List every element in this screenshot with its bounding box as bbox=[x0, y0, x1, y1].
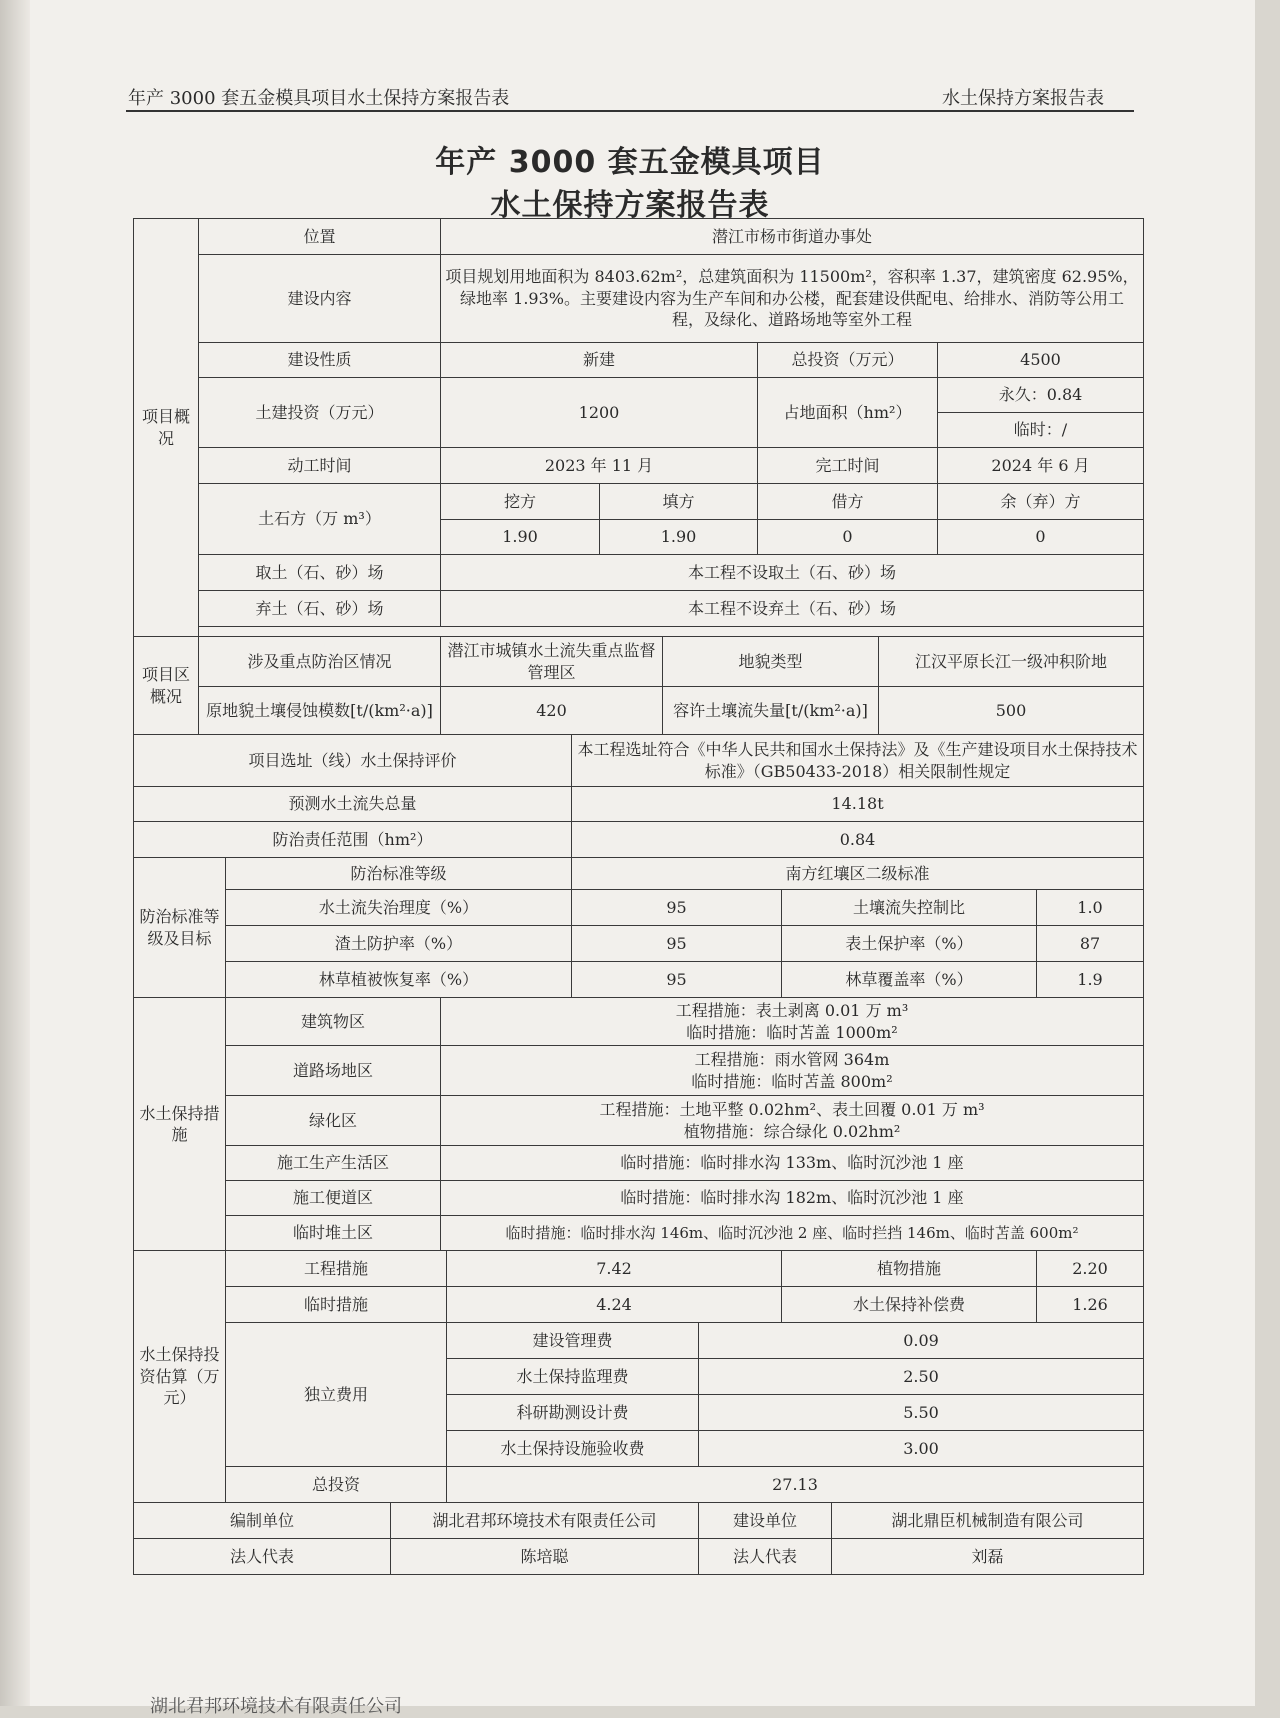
content-label: 建设内容 bbox=[199, 255, 441, 343]
borrow-site-label: 取土（石、砂）场 bbox=[199, 555, 441, 591]
target-label: 渣土防护率（%） bbox=[226, 926, 572, 962]
section-soil-measures: 水土保持措施 bbox=[134, 998, 226, 1251]
standard-level-label: 防治标准等级 bbox=[226, 858, 572, 890]
investment-label: 工程措施 bbox=[226, 1251, 447, 1287]
allowed-loss-label: 容许土壤流失量[t/(km²·a)] bbox=[663, 687, 879, 735]
independent-cost-value: 2.50 bbox=[699, 1359, 1144, 1395]
land-area-temporary: 临时：/ bbox=[938, 413, 1144, 448]
key-zone-label: 涉及重点防治区情况 bbox=[199, 637, 441, 687]
footer-company: 湖北君邦环境技术有限责任公司 bbox=[150, 1696, 402, 1717]
section-investment: 水土保持投资估算（万元） bbox=[134, 1251, 226, 1503]
nature-label: 建设性质 bbox=[199, 343, 441, 378]
independent-cost-value: 3.00 bbox=[699, 1431, 1144, 1467]
target-value: 95 bbox=[572, 962, 782, 998]
measure-line: 植物措施：综合绿化 0.02hm² bbox=[683, 1121, 901, 1141]
land-area-label: 占地面积（hm²） bbox=[758, 378, 938, 448]
investment-value: 7.42 bbox=[447, 1251, 782, 1287]
measure-area: 施工便道区 bbox=[226, 1181, 441, 1216]
earthwork-value: 1.90 bbox=[600, 520, 758, 555]
measure-area: 施工生产生活区 bbox=[226, 1146, 441, 1181]
measure-detail: 临时措施：临时排水沟 182m、临时沉沙池 1 座 bbox=[441, 1181, 1144, 1216]
target-label: 林草覆盖率（%） bbox=[782, 962, 1037, 998]
legal-rep-label: 法人代表 bbox=[699, 1539, 832, 1575]
investment-value: 2.20 bbox=[1037, 1251, 1144, 1287]
location-value: 潜江市杨市街道办事处 bbox=[441, 219, 1144, 255]
prep-unit-value: 湖北君邦环境技术有限责任公司 bbox=[391, 1503, 699, 1539]
target-label: 表土保护率（%） bbox=[782, 926, 1037, 962]
predicted-loss-label: 预测水土流失总量 bbox=[134, 787, 572, 822]
build-unit-label: 建设单位 bbox=[699, 1503, 832, 1539]
independent-cost-item: 水土保持监理费 bbox=[447, 1359, 699, 1395]
independent-cost-item: 水土保持设施验收费 bbox=[447, 1431, 699, 1467]
section-prevention-standard: 防治标准等级及目标 bbox=[134, 858, 226, 998]
measure-line: 工程措施：雨水管网 364m bbox=[694, 1050, 890, 1070]
investment-label: 水土保持补偿费 bbox=[782, 1287, 1037, 1323]
total-investment-label: 总投资（万元） bbox=[758, 343, 938, 378]
measure-area: 建筑物区 bbox=[226, 998, 441, 1046]
site-evaluation-label: 项目选址（线）水土保持评价 bbox=[134, 735, 572, 787]
measure-detail bbox=[441, 1046, 1144, 1096]
running-header-right: 水土保持方案报告表 bbox=[942, 88, 1104, 109]
target-value: 95 bbox=[572, 926, 782, 962]
prep-unit-label: 编制单位 bbox=[134, 1503, 391, 1539]
target-label: 水土流失治理度（%） bbox=[226, 890, 572, 926]
target-label: 林草植被恢复率（%） bbox=[226, 962, 572, 998]
investment-label: 临时措施 bbox=[226, 1287, 447, 1323]
binding-edge bbox=[0, 0, 30, 1706]
borrow-site-value: 本工程不设取土（石、砂）场 bbox=[441, 555, 1144, 591]
key-zone-value: 潜江市城镇水土流失重点监督管理区 bbox=[441, 637, 663, 687]
legal-rep-label: 法人代表 bbox=[134, 1539, 391, 1575]
predicted-loss-value: 14.18t bbox=[572, 787, 1144, 822]
measure-line: 临时措施：临时苫盖 800m² bbox=[691, 1071, 893, 1091]
civil-investment-value: 1200 bbox=[441, 378, 758, 448]
earthwork-header: 借方 bbox=[758, 484, 938, 520]
independent-cost-item: 科研勘测设计费 bbox=[447, 1395, 699, 1431]
spacer-cell bbox=[199, 627, 1144, 637]
land-area-permanent: 永久：0.84 bbox=[938, 378, 1144, 413]
measure-area: 临时堆土区 bbox=[226, 1216, 441, 1251]
measure-detail: 临时措施：临时排水沟 133m、临时沉沙池 1 座 bbox=[441, 1146, 1144, 1181]
end-time-value: 2024 年 6 月 bbox=[938, 448, 1144, 484]
landform-value: 江汉平原长江一级冲积阶地 bbox=[879, 637, 1144, 687]
earthwork-label: 土石方（万 m³） bbox=[199, 484, 441, 555]
spoil-site-value: 本工程不设弃土（石、砂）场 bbox=[441, 591, 1144, 627]
independent-cost-value: 5.50 bbox=[699, 1395, 1144, 1431]
measure-area: 道路场地区 bbox=[226, 1046, 441, 1096]
measure-detail bbox=[441, 1096, 1144, 1146]
earthwork-header: 余（弃）方 bbox=[938, 484, 1144, 520]
site-evaluation-value: 本工程选址符合《中华人民共和国水土保持法》及《生产建设项目水土保持技术标准》（GB50433-2018）相关限制性规定 bbox=[572, 735, 1144, 787]
section-project-region: 项目区概况 bbox=[134, 637, 199, 735]
start-time-value: 2023 年 11 月 bbox=[441, 448, 758, 484]
investment-label: 植物措施 bbox=[782, 1251, 1037, 1287]
total-investment-label: 总投资 bbox=[226, 1467, 447, 1503]
start-time-label: 动工时间 bbox=[199, 448, 441, 484]
earthwork-header: 挖方 bbox=[441, 484, 600, 520]
end-time-label: 完工时间 bbox=[758, 448, 938, 484]
responsibility-scope-label: 防治责任范围（hm²） bbox=[134, 822, 572, 858]
measure-detail bbox=[441, 998, 1144, 1046]
measure-area: 绿化区 bbox=[226, 1096, 441, 1146]
report-table bbox=[133, 218, 1144, 1575]
measure-line: 临时措施：临时苫盖 1000m² bbox=[686, 1022, 898, 1042]
investment-value: 4.24 bbox=[447, 1287, 782, 1323]
nature-value: 新建 bbox=[441, 343, 758, 378]
independent-cost-value: 0.09 bbox=[699, 1323, 1144, 1359]
target-value: 1.0 bbox=[1037, 890, 1144, 926]
landform-label: 地貌类型 bbox=[663, 637, 879, 687]
total-investment-value: 4500 bbox=[938, 343, 1144, 378]
page-title-line1: 年产 3000 套五金模具项目 bbox=[435, 145, 825, 180]
earthwork-value: 0 bbox=[758, 520, 938, 555]
responsibility-scope-value: 0.84 bbox=[572, 822, 1144, 858]
measure-line: 工程措施：土地平整 0.02hm²、表土回覆 0.01 万 m³ bbox=[599, 1100, 985, 1120]
measure-line: 工程措施：表土剥离 0.01 万 m³ bbox=[675, 1001, 909, 1020]
earthwork-header: 填方 bbox=[600, 484, 758, 520]
target-value: 95 bbox=[572, 890, 782, 926]
page-title-line2: 水土保持方案报告表 bbox=[490, 188, 770, 223]
target-label: 土壤流失控制比 bbox=[782, 890, 1037, 926]
running-header-left: 年产 3000 套五金模具项目水土保持方案报告表 bbox=[128, 88, 510, 109]
content-value: 项目规划用地面积为 8403.62m²，总建筑面积为 11500m²，容积率 1.37，建筑密度 62.95%，绿地率 1.93%。主要建设内容为生产车间和办公楼，配套建设供配电、给排水、消防等公用工程，及绿化、道路场地等室外工程 bbox=[441, 255, 1144, 343]
build-unit-value: 湖北鼎臣机械制造有限公司 bbox=[832, 1503, 1144, 1539]
target-value: 87 bbox=[1037, 926, 1144, 962]
allowed-loss-value: 500 bbox=[879, 687, 1144, 735]
total-investment-value: 27.13 bbox=[447, 1467, 1144, 1503]
independent-cost-item: 建设管理费 bbox=[447, 1323, 699, 1359]
measure-detail: 临时措施：临时排水沟 146m、临时沉沙池 2 座、临时拦挡 146m、临时苫盖 600m² bbox=[441, 1216, 1144, 1251]
erosion-modulus-label: 原地貌土壤侵蚀模数[t/(km²·a)] bbox=[199, 687, 441, 735]
independent-cost-label: 独立费用 bbox=[226, 1323, 447, 1467]
target-value: 1.9 bbox=[1037, 962, 1144, 998]
spoil-site-label: 弃土（石、砂）场 bbox=[199, 591, 441, 627]
civil-investment-label: 土建投资（万元） bbox=[199, 378, 441, 448]
earthwork-value: 0 bbox=[938, 520, 1144, 555]
investment-value: 1.26 bbox=[1037, 1287, 1144, 1323]
legal-rep-value: 陈培聪 bbox=[391, 1539, 699, 1575]
section-project-overview: 项目概况 bbox=[134, 219, 199, 637]
location-label: 位置 bbox=[199, 219, 441, 255]
header-rule bbox=[126, 110, 1134, 112]
standard-level-value: 南方红壤区二级标准 bbox=[572, 858, 1144, 890]
earthwork-value: 1.90 bbox=[441, 520, 600, 555]
erosion-modulus-value: 420 bbox=[441, 687, 663, 735]
legal-rep-value: 刘磊 bbox=[832, 1539, 1144, 1575]
